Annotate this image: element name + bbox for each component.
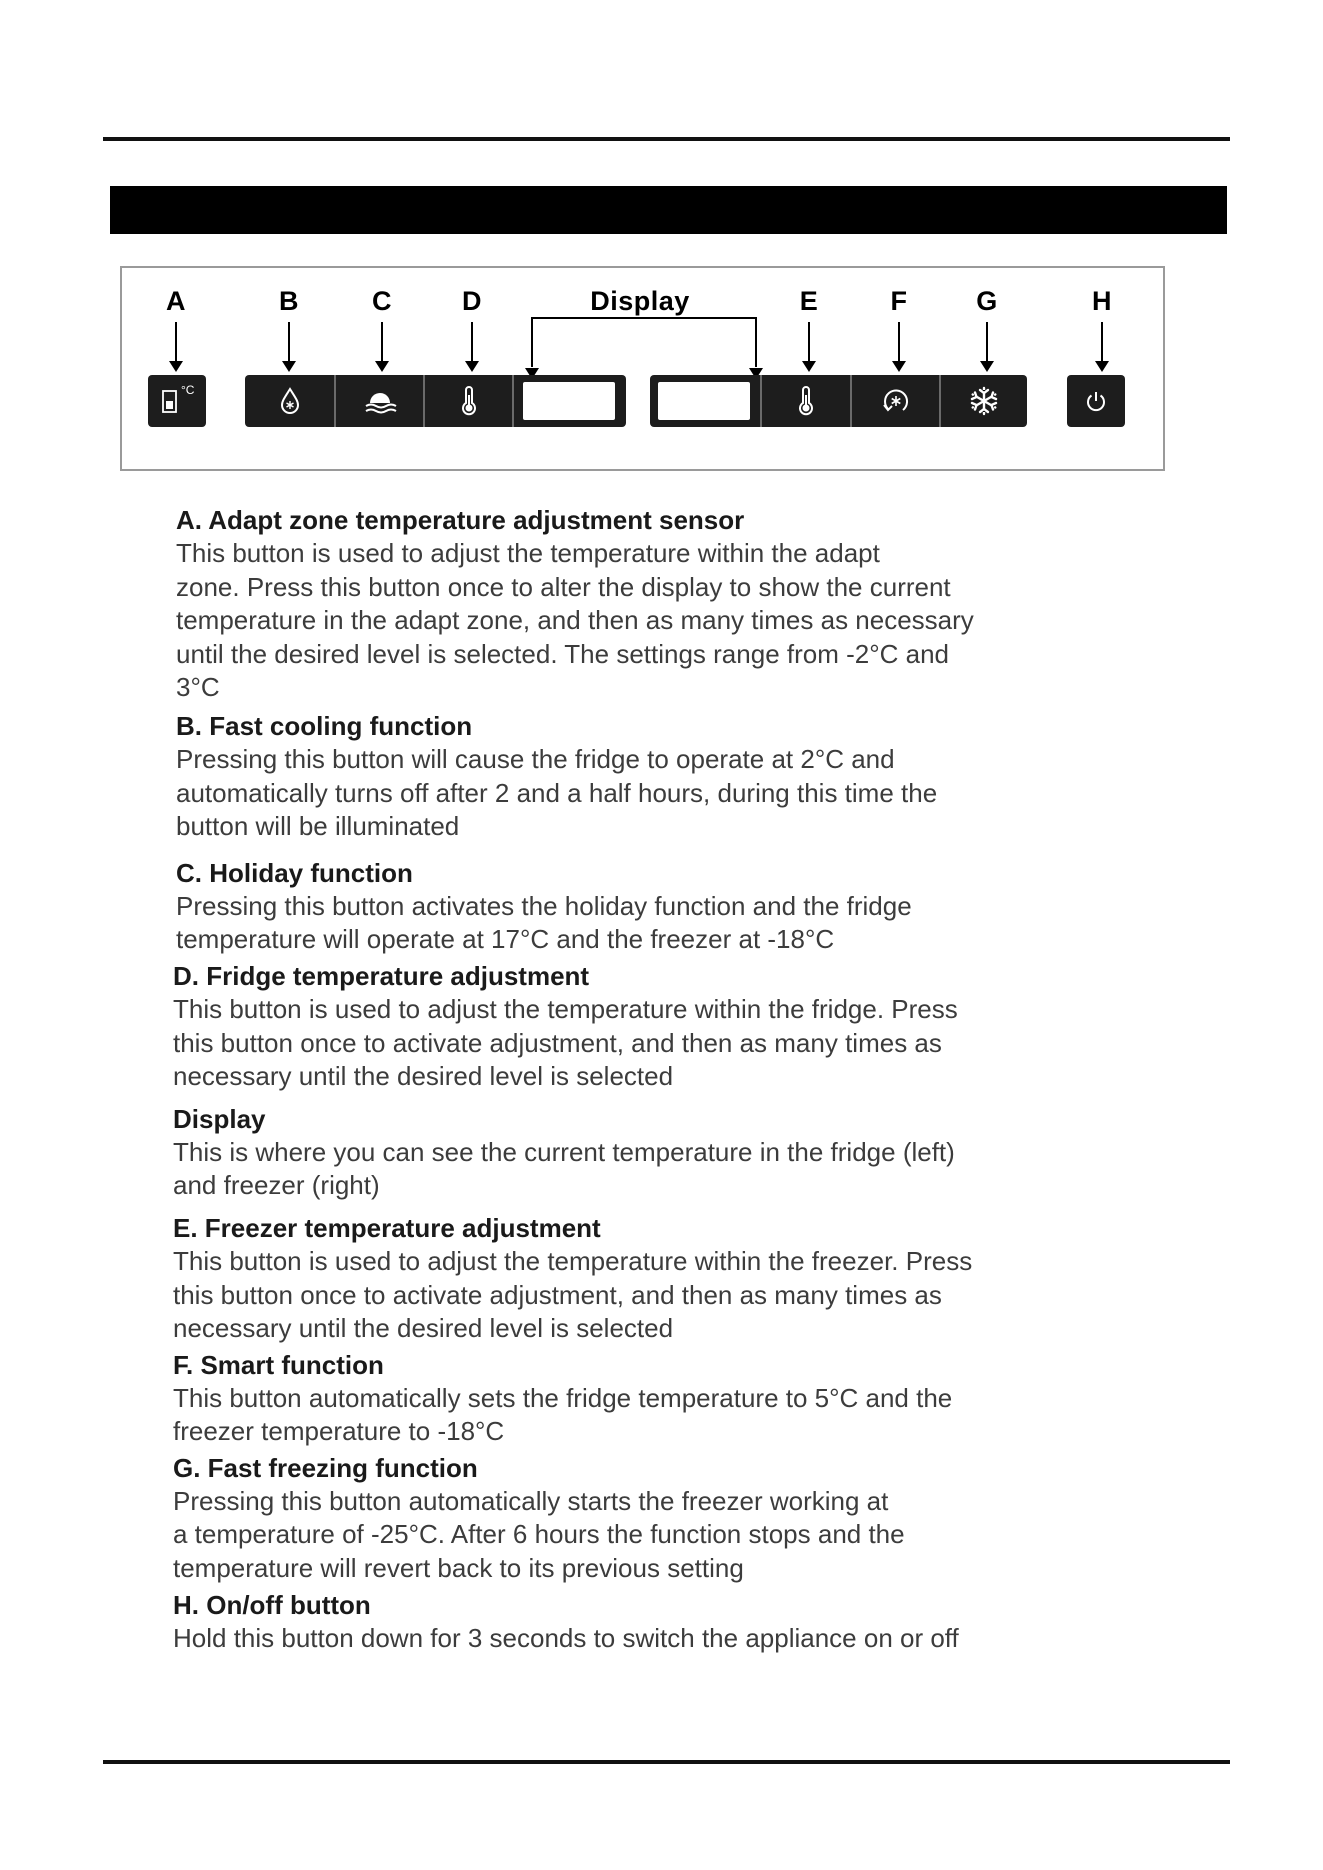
display-bracket (531, 317, 757, 367)
section-d (173, 959, 1076, 1094)
section-display (173, 1102, 1076, 1203)
fast-cooling-droplet-icon (277, 386, 303, 416)
freezer-display (658, 382, 750, 420)
holiday-icon (362, 386, 398, 416)
section-body: Pressing this button will cause the fridge to operate at 2°C and automatically turns off after 2 and a half hours, during this time the button will be illuminated (176, 743, 938, 842)
arrow-a (175, 322, 177, 366)
label-h: H (1092, 286, 1112, 316)
smart-icon (879, 385, 913, 417)
arrow-h (1101, 322, 1103, 366)
section-a (176, 503, 1076, 705)
arrow-g (986, 322, 988, 366)
power-icon (1083, 388, 1109, 414)
function-descriptions (173, 503, 1076, 1655)
freezer-thermometer-icon (794, 385, 818, 417)
section-heading: A. Adapt zone temperature adjustment sensor (176, 505, 745, 535)
section-body: Pressing this button automatically starts the freezer working at a temperature of -25°C. After 6 hours the function stops and the temperature will revert back to its previous setting (173, 1485, 905, 1584)
section-body: Hold this button down for 3 seconds to switch the appliance on or off (173, 1622, 959, 1653)
adapt-zone-unit: °C (181, 383, 195, 397)
power-button[interactable] (1067, 375, 1125, 427)
adapt-zone-button[interactable] (148, 375, 206, 427)
right-button-group (650, 375, 1027, 427)
top-rule (103, 137, 1230, 141)
fast-freezing-button[interactable] (941, 375, 1027, 427)
arrow-f (898, 322, 900, 366)
section-e (173, 1211, 1076, 1346)
section-heading: E. Freezer temperature adjustment (173, 1212, 601, 1243)
label-g: G (976, 286, 998, 316)
arrow-e (808, 322, 810, 366)
section-body: This button is used to adjust the temperature within the adapt zone. Press this button once to alter the display to show the current temperature in the adapt zone, and then as many times as necessary until the desired level is selected. The settings range from -2°C and 3°C (176, 538, 974, 703)
section-g (173, 1451, 1076, 1586)
section-f (173, 1348, 1076, 1449)
section-body: Pressing this button activates the holiday function and the fridge temperature will operate at 17°C and the freezer at -18°C (176, 890, 912, 955)
label-d: D (462, 286, 482, 316)
freezer-temperature-button[interactable] (762, 375, 850, 427)
header-bar (110, 186, 1227, 234)
section-heading: C. Holiday function (176, 857, 413, 888)
label-e: E (799, 286, 819, 316)
arrow-d (471, 322, 473, 366)
bottom-rule (103, 1760, 1230, 1764)
smart-button[interactable] (852, 375, 939, 427)
section-heading: H. On/off button (173, 1589, 371, 1620)
fridge-temperature-button[interactable] (425, 375, 512, 427)
section-heading: F. Smart function (173, 1349, 384, 1380)
section-body: This button is used to adjust the temperature within the fridge. Press this button once to activate adjustment, and then as many times as necessary until the desired level is selected (173, 993, 958, 1092)
section-body: This button automatically sets the fridge temperature to 5°C and the freezer temperature to -18°C (173, 1382, 953, 1447)
section-h (173, 1588, 1076, 1656)
label-b: B (279, 286, 299, 316)
holiday-button[interactable] (336, 375, 423, 427)
arrow-c (381, 322, 383, 366)
snowflake-icon (968, 385, 1000, 417)
section-b (176, 709, 1076, 844)
arrow-b (288, 322, 290, 366)
label-a: A (166, 286, 186, 316)
section-heading: D. Fridge temperature adjustment (173, 960, 590, 991)
label-c: C (372, 286, 392, 316)
label-display: Display (590, 286, 690, 316)
label-f: F (890, 286, 908, 316)
section-body: This button is used to adjust the temperature within the freezer. Press this button once to activate adjustment, and then as many times as necessary until the desired level is selected (173, 1245, 973, 1344)
fridge-thermometer-icon (457, 385, 481, 417)
fast-cooling-button[interactable] (245, 375, 334, 427)
fridge-display (523, 382, 615, 420)
left-button-group (245, 375, 626, 427)
section-body: This is where you can see the current temperature in the fridge (left) and freezer (right) (173, 1136, 955, 1201)
section-heading: B. Fast cooling function (176, 710, 473, 741)
section-heading: Display (173, 1103, 266, 1134)
section-c (176, 856, 1076, 957)
section-heading: G. Fast freezing function (173, 1452, 478, 1483)
